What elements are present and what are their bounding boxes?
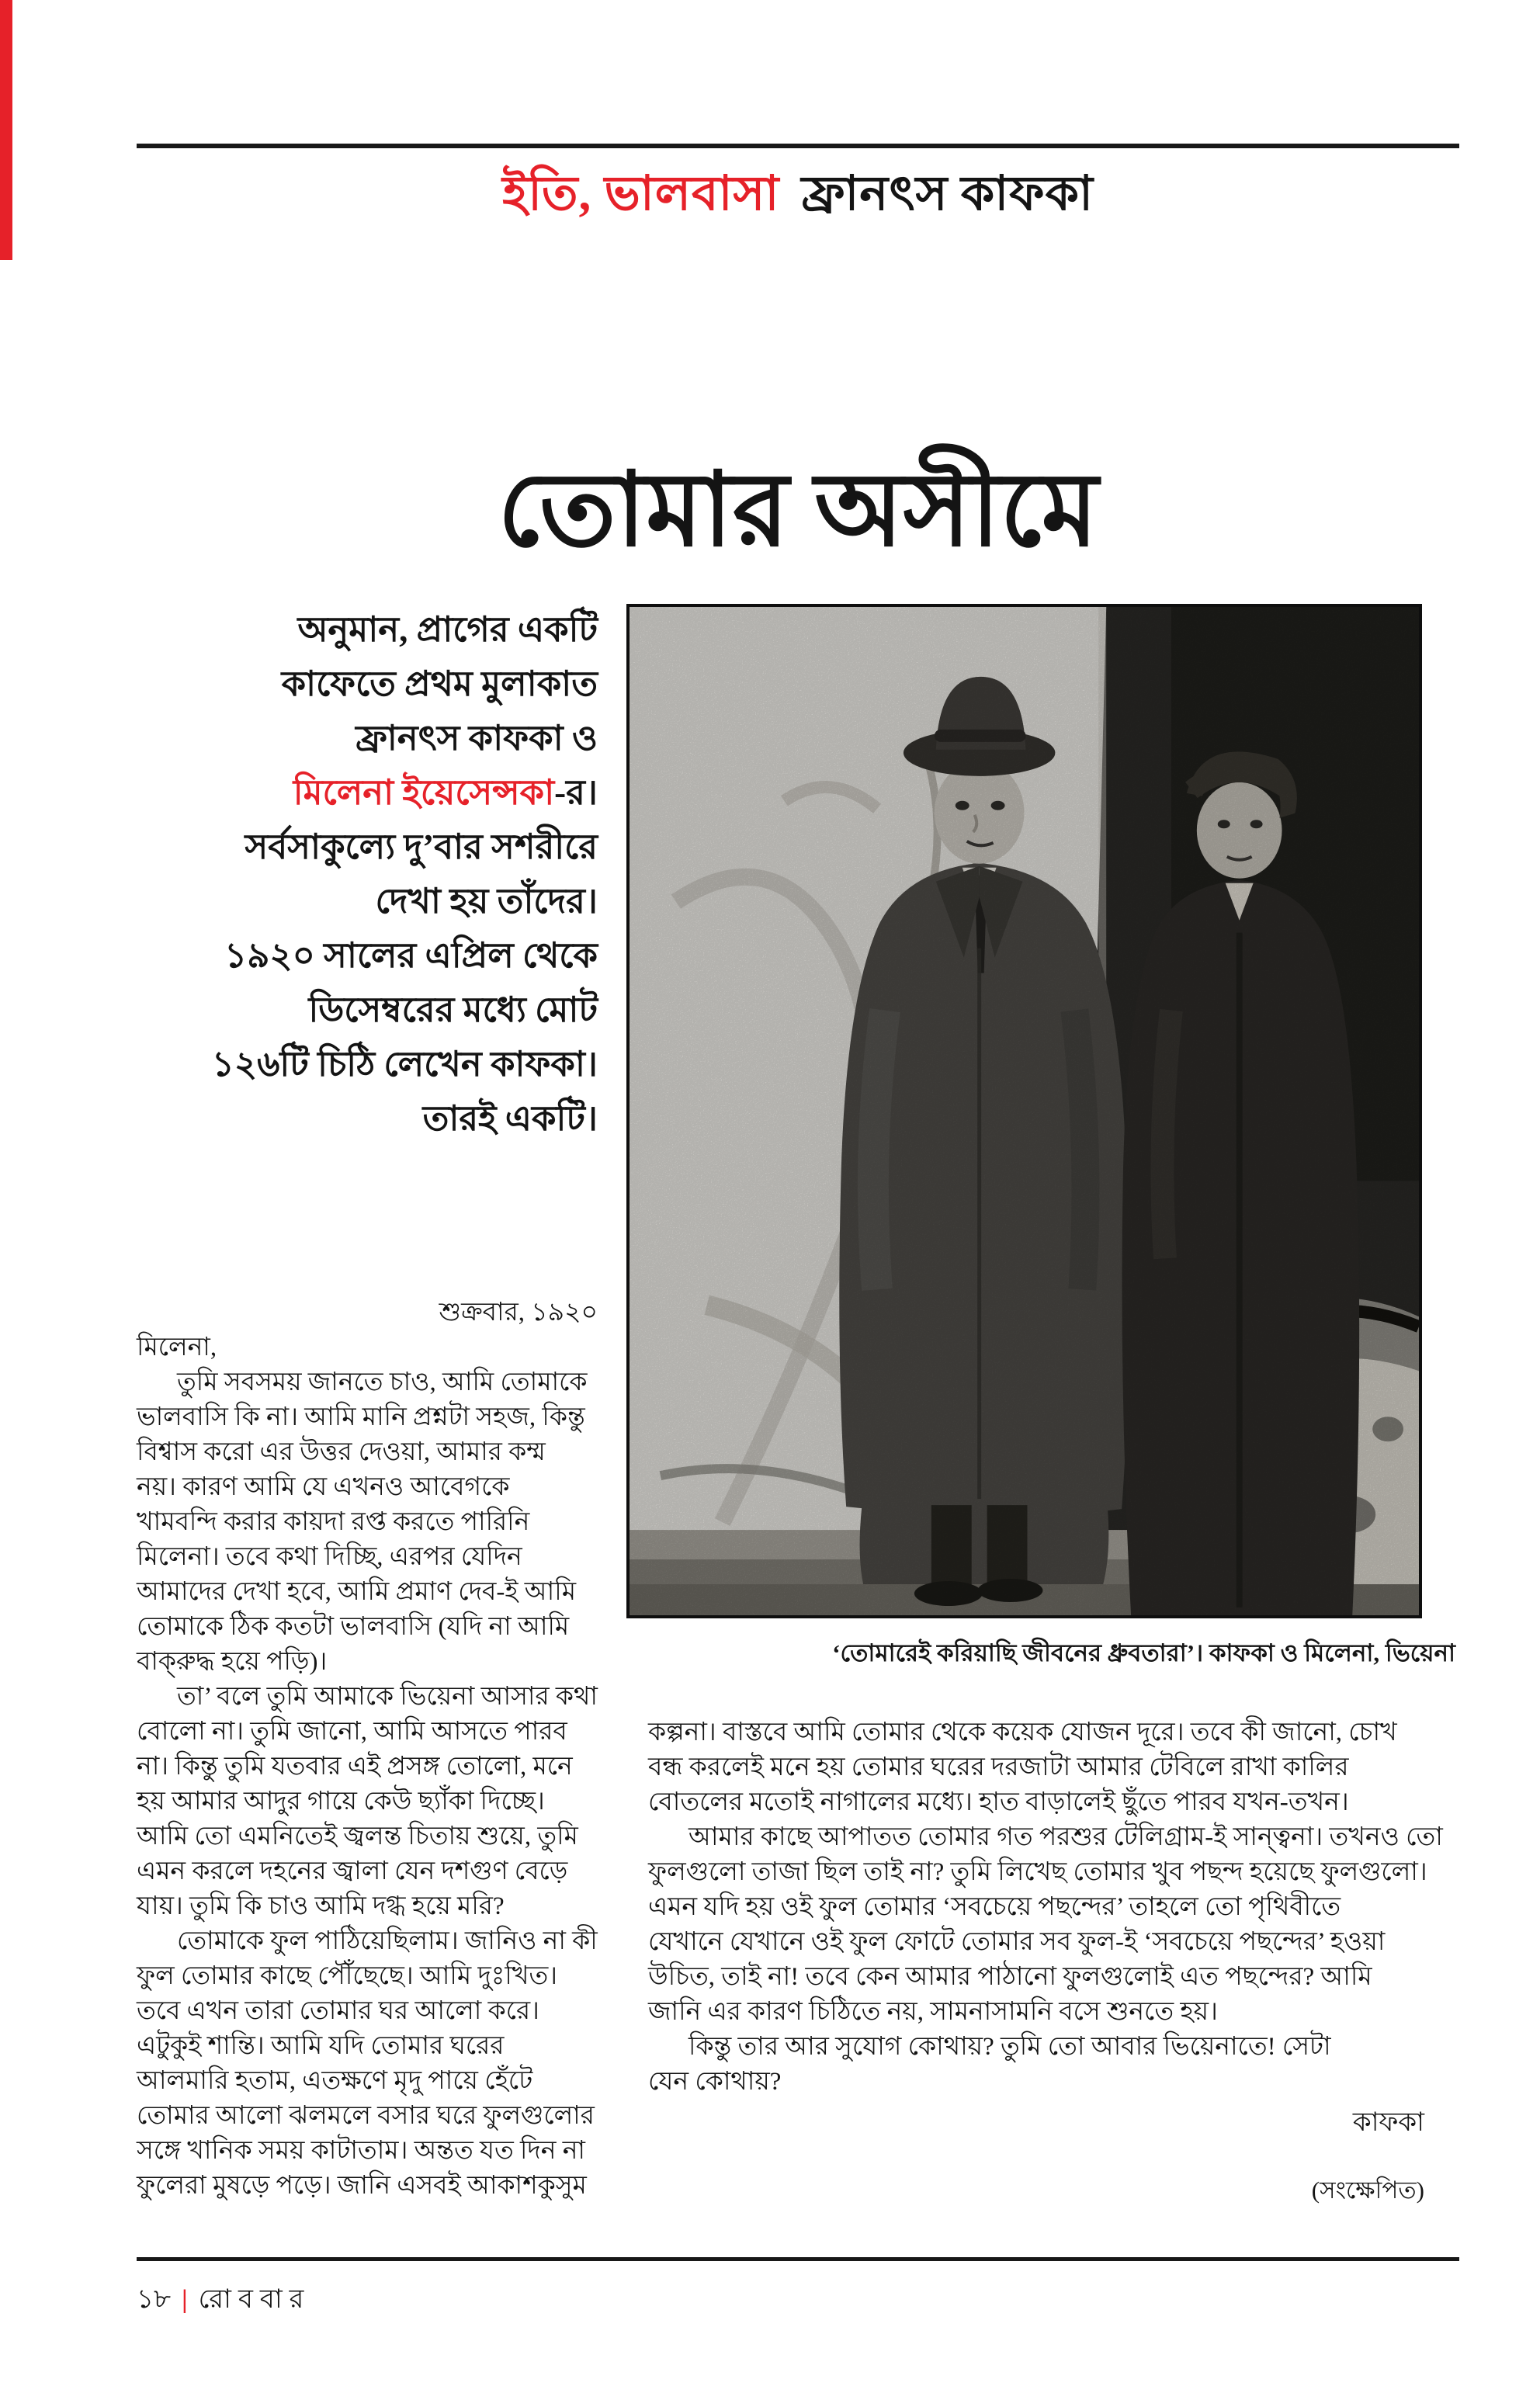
magazine-name: রোববার	[198, 2285, 311, 2314]
page-footer	[137, 2279, 310, 2323]
letter-line: তোমাকে ফুল পাঠিয়েছিলাম। জানিও না কী	[177, 1927, 598, 1955]
letter-line: বাক্‌রুদ্ধ হয়ে পড়ি)।	[137, 1648, 328, 1676]
letter-body-left-column	[137, 1330, 602, 2204]
letter-line: তা’ বলে তুমি আমাকে ভিয়েনা আসার কথা	[177, 1683, 598, 1711]
intro-standfirst	[137, 602, 598, 1146]
letter-body-right-column	[648, 1715, 1476, 2100]
letter-line: আমি তো এমনিতেই জ্বলন্ত চিতায় শুয়ে, তুমি	[137, 1822, 578, 1850]
footer-divider: |	[182, 2285, 188, 2314]
photo-frame	[626, 604, 1422, 1618]
kicker-headline	[137, 157, 1459, 237]
letter-line: মিলেনা,	[137, 1333, 217, 1361]
letter-line: মিলেনা। তবে কথা দিচ্ছি, এরপর যেদিন	[137, 1543, 522, 1571]
milena-name-red: মিলেনা ইয়েসেন্সকা	[293, 773, 555, 812]
letter-line: আমার কাছে আপাতত তোমার গত পরশুর টেলিগ্রাম-ই সান্ত্বনা। তখনও তো	[688, 1823, 1443, 1851]
kafka-milena-photo	[626, 604, 1422, 1618]
letter-line: এটুকুই শান্তি। আমি যদি তোমার ঘরের	[137, 2032, 505, 2060]
abridged-note: (সংক্ষেপিত)	[1311, 2176, 1424, 2204]
footer-rule	[137, 2257, 1459, 2261]
letter-line: যেখানে যেখানে ওই ফুল ফোটে তোমার সব ফুল-ই ‘সবচেয়ে পছন্দের’ হওয়া	[648, 1928, 1386, 1956]
letter-line: বোলো না। তুমি জানো, আমি আসতে পারব	[137, 1718, 567, 1746]
letter-line: কল্পনা। বাস্তবে আমি তোমার থেকে কয়েক যোজন দূরে। তবে কী জানো, চোখ	[648, 1718, 1397, 1746]
letter-line: বিশ্বাস করো এর উত্তর দেওয়া, আমার কম্ম	[137, 1438, 546, 1466]
letter-line: কিন্তু তার আর সুযোগ কোথায়? তুমি তো আবার ভিয়েনাতে! সেটা	[688, 2033, 1331, 2061]
header-rule	[137, 144, 1459, 148]
letter-line: নয়। কারণ আমি যে এখনও আবেগকে	[137, 1473, 510, 1501]
letter-line: ফুল তোমার কাছে পৌঁছেছে। আমি দুঃখিত।	[137, 1962, 558, 1990]
intro-line: ১২৬টি চিঠি লেখেন কাফকা।	[211, 1045, 598, 1084]
milena-name-suffix: -র।	[554, 773, 598, 812]
letter-line: এমন যদি হয় ওই ফুল তোমার ‘সবচেয়ে পছন্দের’ তাহলে তো পৃথিবীতে	[648, 1893, 1341, 1921]
letter-line: এমন করলে দহনের জ্বালা যেন দশগুণ বেড়ে	[137, 1857, 568, 1885]
letter-line: খামবন্দি করার কায়দা রপ্ত করতে পারিনি	[137, 1508, 530, 1536]
intro-line: সর্বসাকুল্যে দু’বার সশরীরে	[245, 827, 598, 866]
letter-line: বন্ধ করলেই মনে হয় তোমার ঘরের দরজাটা আমার টেবিলে রাখা কালির	[648, 1753, 1349, 1781]
letter-line: ফুলগুলো তাজা ছিল তাই না? তুমি লিখেছ তোমার খুব পছন্দ হয়েছে ফুলগুলো।	[648, 1858, 1427, 1886]
intro-line-highlight	[137, 765, 598, 820]
letter-line: সঙ্গে খানিক সময় কাটাতাম। অন্তত যত দিন না	[137, 2137, 585, 2165]
letter-line: যেন কোথায়?	[648, 2068, 782, 2096]
intro-line: অনুমান, প্রাগের একটি	[297, 610, 598, 649]
red-edge-bar	[0, 0, 12, 260]
page-number: ১৮	[137, 2285, 172, 2314]
letter-signature: কাফকা	[1352, 2108, 1424, 2137]
photo-caption: ‘তোমারেই করিয়াছি জীবনের ধ্রুবতারা’। কাফকা ও মিলেনা, ভিয়েনা	[832, 1639, 1455, 1666]
letter-line: তোমার আলো ঝলমলে বসার ঘরে ফুলগুলোর	[137, 2102, 595, 2130]
letter-line: যায়। তুমি কি চাও আমি দগ্ধ হয়ে মরি?	[137, 1892, 505, 1920]
photo-illustration	[630, 607, 1419, 1615]
article-title: তোমার অসীমে	[498, 453, 1098, 567]
intro-line: ডিসেম্বরের মধ্যে মোট	[308, 990, 598, 1029]
intro-line: দেখা হয় তাঁদের।	[375, 882, 598, 921]
intro-line: ১৯২০ সালের এপ্রিল থেকে	[224, 936, 598, 975]
intro-line: কাফেতে প্রথম মুলাকাত	[281, 664, 598, 703]
letter-line: না। কিন্তু তুমি যতবার এই প্রসঙ্গ তোলো, মনে	[137, 1753, 573, 1781]
letter-line: আলমারি হতাম, এতক্ষণে মৃদু পায়ে হেঁটে	[137, 2067, 533, 2095]
kicker-red-text: ইতি, ভালবাসা	[502, 168, 780, 220]
letter-line: তোমাকে ঠিক কতটা ভালবাসি (যদি না আমি	[137, 1613, 570, 1641]
letter-dateline: শুক্রবার, ১৯২০	[439, 1299, 598, 1327]
kicker-black-text: ফ্রানৎস কাফকা	[801, 168, 1094, 220]
letter-line: জানি এর কারণ চিঠিতে নয়, সামনাসামনি বসে শুনতে হয়।	[648, 1998, 1218, 2026]
letter-line: বোতলের মতোই নাগালের মধ্যে। হাত বাড়ালেই ছুঁতে পারব যখন-তখন।	[648, 1788, 1349, 1816]
letter-line: ফুলেরা মুষড়ে পড়ে। জানি এসবই আকাশকুসুম	[137, 2172, 587, 2200]
letter-line: তুমি সবসময় জানতে চাও, আমি তোমাকে	[177, 1368, 588, 1396]
intro-line: ফ্রানৎস কাফকা ও	[356, 719, 598, 758]
letter-line: ভালবাসি কি না। আমি মানি প্রশ্নটা সহজ, কিন্তু	[137, 1403, 585, 1431]
intro-line: তারই একটি।	[422, 1099, 598, 1138]
letter-line: উচিত, তাই না! তবে কেন আমার পাঠানো ফুলগুলোই এত পছন্দের? আমি	[648, 1963, 1372, 1991]
letter-line: আমাদের দেখা হবে, আমি প্রমাণ দেব-ই আমি	[137, 1578, 577, 1606]
letter-line: হয় আমার আদুর গায়ে কেউ ছ্যাঁকা দিচ্ছে।	[137, 1788, 545, 1816]
letter-line: তবে এখন তারা তোমার ঘর আলো করে।	[137, 1997, 539, 2025]
